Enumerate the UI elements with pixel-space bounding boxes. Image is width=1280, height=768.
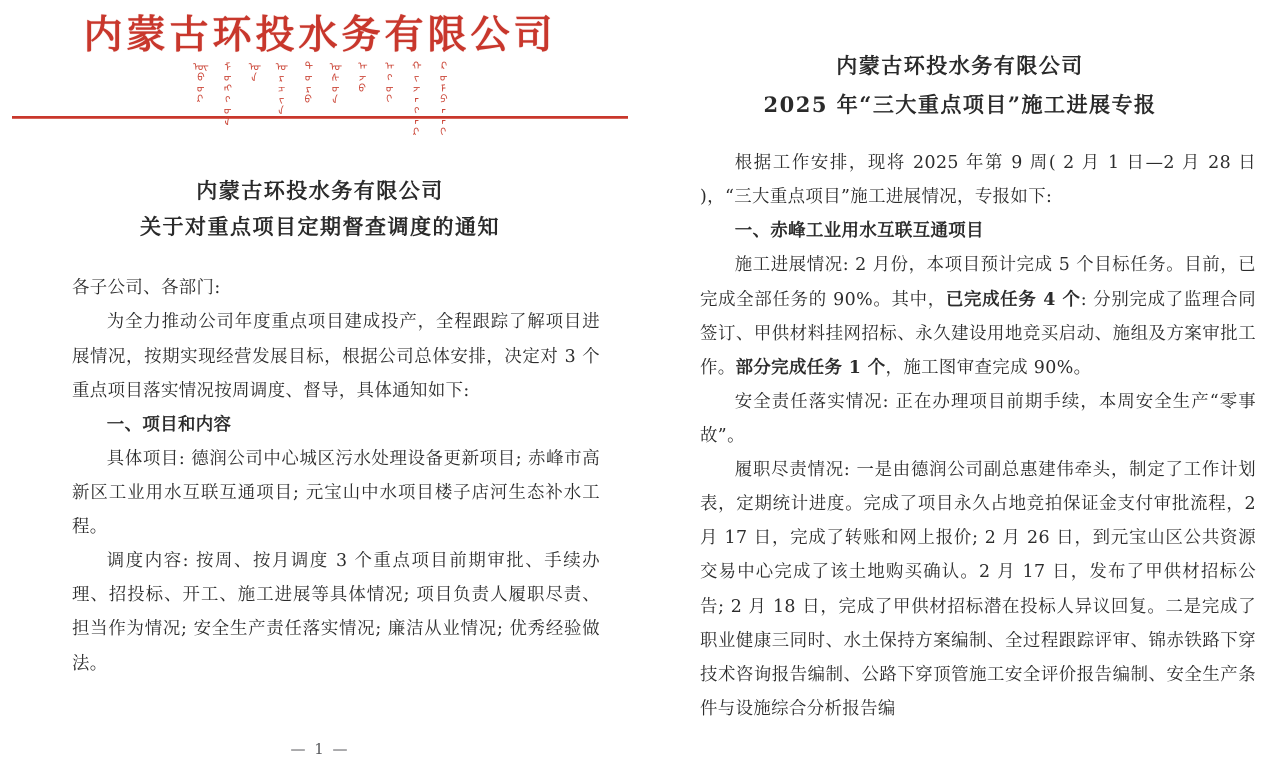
mongolian-column: ᠬᠢᠵᠠᠭᠠᠷ [408,60,421,138]
duty-paragraph: 履职尽责情况: 一是由德润公司副总惠建伟牵头，制定了工作计划表，定期统计进度。完成了项目永久占地竞拍保证金支付审批流程，2 月 17 日，完成了转账和网上报价; 2 月 26 日，到元宝山区公共资源交易中心完成了该土地购买确认。2 月 17 日，发布了甲供材招标公告; 2 月 18 日，完成了甲供材招标潜在投标人异议回复。二是完成了职业健康三同时、水土保持方案编制、全过程跟踪评审、锦赤铁路下穿技术咨询报告编制、公路下穿顶管施工安全评价报告编制、安全生产条件与设施综合分析报告编 [700,460,1256,719]
letterhead [0,0,640,138]
letterhead-divider-rule [12,116,628,119]
page-number: — 1 — [290,740,350,758]
progress-bold-partial: 部分完成任务 1 个 [735,357,886,378]
progress-bold-completed: 已完成任务 4 个 [945,289,1081,310]
page-title-left [0,173,640,245]
mongolian-column: ᠠᠵᠤ [354,60,367,94]
safety-paragraph: 安全责任落实情况: 正在办理项目前期手续，本周安全生产“零事故”。 [700,391,1256,446]
mongolian-column: ᠲᠥᠷᠥ [300,60,313,105]
page-title-line: 内蒙古环投水务有限公司 [196,178,444,204]
mongolian-column: ᠤᠰᠤᠨ [327,60,340,105]
mongolian-column: ᠠᠬᠤᠢ [381,60,394,105]
progress-text-1: 2 月份，本项目预计完成 5 个目标任务。目前，已完成全部任务的 90%。其中， [700,255,1256,310]
letterhead-mongolian-script [20,60,620,138]
mongolian-column: ᠣᠷᠴᠢᠨ [273,60,286,116]
document-page-right [640,0,1280,768]
mongolian-column: ᠮᠣᠩᠭᠤᠯ [219,60,232,127]
page-title-line: 内蒙古环投水务有限公司 [836,53,1084,78]
page-title-line: 2025 年“三大重点项目”施工进展专报 [763,92,1157,118]
progress-label: 施工进展情况: [734,255,849,276]
mongolian-column: ᠤᠨ [246,60,259,83]
body-paragraph: 具体项目: 德润公司中心城区污水处理设备更新项目; 赤峰市高新区工业用水互联互通项目; 元宝山中水项目楼子店河生态补水工程。 [72,448,600,538]
section-heading: 一、项目和内容 [106,414,232,435]
body-paragraph: 为全力推动公司年度重点项目建成投产，全程跟踪了解项目进展情况，按期实现经营发展目标，根据公司总体安排，决定对 3 个重点项目落实情况按周调度、督导，具体通知如下: [72,312,600,401]
mongolian-column: ᠥᠪᠥᠷ [192,60,205,105]
intro-paragraph: 根据工作安排，现将 2025 年第 9 周( 2 月 1 日—2 月 28 日 )，“三大重点项目”施工进展情况，专报如下: [700,153,1256,208]
section-heading: 一、赤峰工业用水互联互通项目 [734,221,984,242]
document-body-right [700,146,1256,726]
mongolian-column: ᠺᠣᠮᠫᠠᠨᠢ [435,60,448,138]
progress-text-2: : 分别完成了监理合同签订、甲供材料挂网招标、永久建设用地竞买启动、施组及方案审批工作。 [700,289,1257,378]
salutation: 各子公司、各部门: [72,278,221,299]
body-paragraph: 调度内容: 按周、按月调度 3 个重点项目前期审批、手续办理、招投标、开工、施工进展等具体情况; 项目负责人履职尽责、担当作为情况; 安全生产责任落实情况; 廉洁从业情况; 优秀经验做法。 [72,551,600,674]
progress-text-3: ，施工图审查完成 90%。 [885,357,1092,378]
letterhead-company-name: 内蒙古环投水务有限公司 [83,12,557,58]
document-body-left [72,271,600,680]
progress-paragraph [700,248,1256,384]
page-title-line: 关于对重点项目定期督查调度的通知 [140,214,500,240]
page-title-right [640,46,1280,124]
